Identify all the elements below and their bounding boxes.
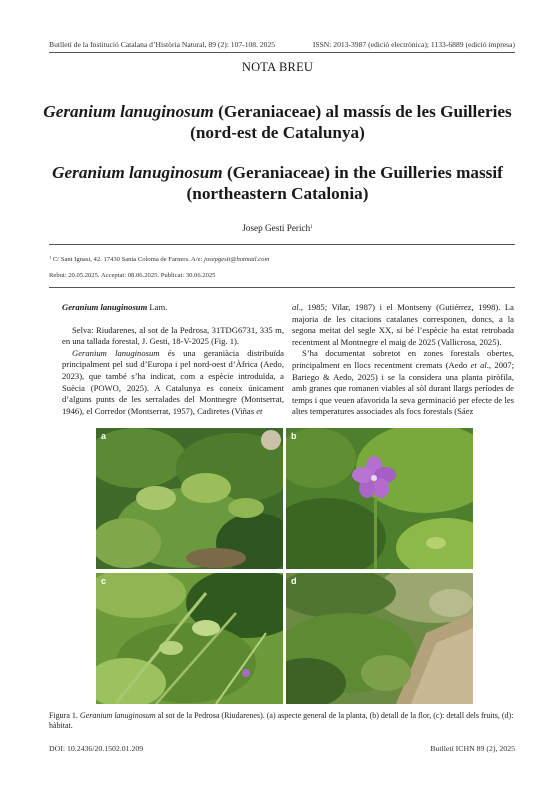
citation-footer: Butlletí ICHN 89 (2), 2025: [430, 744, 515, 753]
title-english-line1: (Geraniaceae) in the Guilleries massif: [222, 163, 503, 182]
title-english-line2: (northeastern Catalonia): [186, 184, 369, 203]
doi-footer[interactable]: DOI: 10.2436/20.1502.01.209: [49, 744, 144, 753]
figure-caption: [49, 711, 519, 731]
photo-label-c: c: [101, 576, 107, 586]
author-name: Josep Gesti Perich: [242, 223, 311, 233]
author-rule: [49, 244, 515, 245]
photo-label-a: a: [101, 431, 107, 441]
intro-text: és una geraniàcia distribuïda principalment pel sud d’Europa i pel nord-oest d’Àfrica (Aedo, 2023), que també s’ha indicat, com a espècie introduïda, a Suècia (POWO, 2025). A Catalunya es coneix únicament d’alguns punts de les serralades del Montnegre (Montserrat, 1946), el Corredor (Montserrat, 1957), Cadiretes (Viñas: [62, 347, 284, 416]
body-column-left: [62, 302, 284, 417]
caption-text: al sot de la Pedrosa (Riudarenes). (a) aspecte general de la planta, (b) detall de la flor, (c): detall dels fruits, (d): hàbitat.: [49, 711, 514, 730]
ecology-paragraph: [292, 348, 514, 418]
title-catalan-line2: (nord-est de Catalunya): [190, 123, 365, 142]
photo-a-plant: [96, 428, 283, 569]
title-english-species: Geranium lanuginosum: [52, 163, 223, 182]
header-rule: [49, 52, 515, 53]
photo-d-image: [286, 573, 473, 704]
caption-species: Geranium lanuginosum: [79, 711, 156, 720]
body-column-right: [292, 302, 514, 418]
title-catalan: [40, 101, 515, 143]
dates-note: Rebut: 20.05.2025. Acceptat: 08.06.2025. Publicat: 30.06.2025: [49, 272, 216, 279]
author-affil-mark: 1: [310, 225, 313, 230]
photo-label-d: d: [291, 576, 297, 586]
title-english: [40, 162, 515, 204]
section-label: NOTA BREU: [241, 60, 314, 74]
record-paragraph: Selva: Riudarenes, al sot de la Pedrosa, 31TDG6731, 335 m, en una tallada forestal, J. Gesti, 18-V-2025 (Fig. 1).: [62, 324, 284, 347]
intro-continued-text: ., 1985; Vilar, 1987) i el Montseny (Gutiérrez, 1998). La majoria de les citacions catalanes corresponen, doncs, a la segona meitat del segle XX, si bé l’espècie ha estat retrobada recentment al Montnegre el maig de 2025 (Vallicrosa, 2025).: [292, 302, 514, 347]
photo-c-image: [96, 573, 283, 704]
journal-header: Butlletí de la Institució Catalana d’Història Natural, 89 (2): 107-108. 2025: [49, 40, 276, 49]
photo-b-flower: [286, 428, 473, 569]
photo-d-habitat: [286, 573, 473, 704]
intro-species: Geranium lanuginosum: [72, 347, 160, 358]
affiliation-email[interactable]: josepgesti@hotmail.com: [204, 256, 270, 263]
dates-rule: [49, 287, 515, 288]
ecology-text-b: ., 2007; Bariego & Aedo, 2025) i se la considera una planta piròfila, amb granes que romanen viables al sòl durant llargs períodes de temps i que veuen afavorida la seva germinació per efecte de les altes temperatures associades als focs forestals (Sáez: [292, 359, 514, 417]
photo-c-fruits: [96, 573, 283, 704]
ecology-text-a: S’ha documentat sobretot en zones forestals obertes, principalment en llocs recentment cremats (Aedo: [292, 348, 514, 370]
ecology-etal: et al: [470, 359, 487, 370]
species-heading-author: Lam.: [147, 302, 168, 312]
intro-continued: [292, 302, 514, 348]
photo-b-image: [286, 428, 473, 569]
affiliation-mark: 1: [49, 255, 52, 260]
issn-header: ISSN: 2013-3987 (edició electrònica); 1133-6889 (edició impresa): [312, 40, 515, 49]
photo-label-b: b: [291, 431, 297, 441]
author-line: [0, 223, 555, 233]
species-heading-name: Geranium lanuginosum: [62, 302, 148, 312]
title-catalan-species: Geranium lanuginosum: [43, 102, 214, 121]
intro-paragraph: [62, 348, 284, 418]
intro-continued-etal: al: [292, 302, 299, 312]
title-catalan-line1: (Geraniaceae) al massís de les Guilleries: [213, 102, 512, 121]
intro-etal: et: [256, 405, 263, 416]
caption-prefix: Figura 1.: [49, 711, 80, 720]
affiliation-address: C/ Sant Ignasi, 42. 17430 Santa Coloma de Farners. A/e:: [51, 256, 204, 263]
photo-a-image: [96, 428, 283, 569]
species-heading: [62, 302, 284, 314]
affiliation-note: [49, 255, 269, 263]
